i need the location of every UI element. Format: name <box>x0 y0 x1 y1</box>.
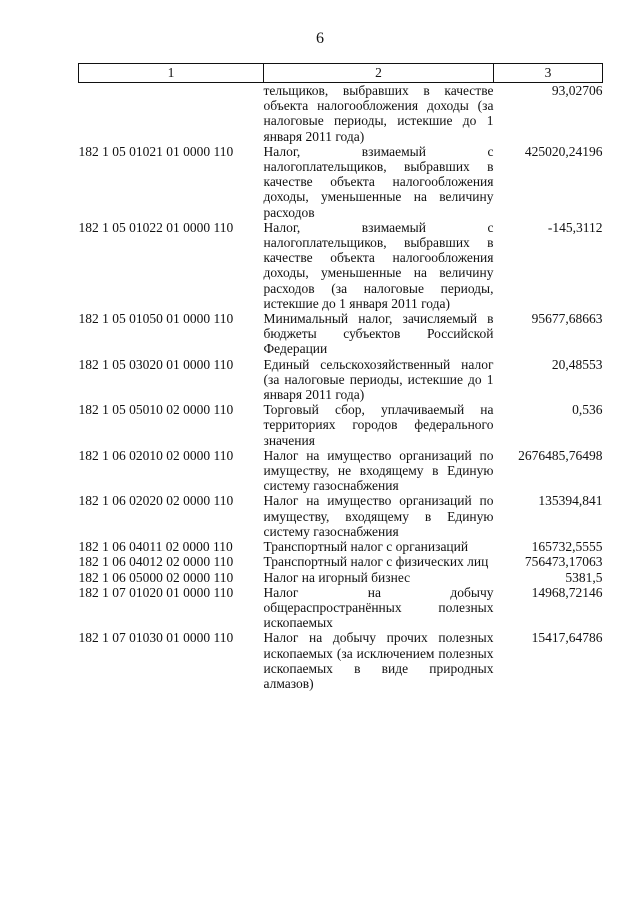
code-cell <box>79 83 264 144</box>
table-row <box>79 570 603 585</box>
code-cell: 182 1 05 03020 01 0000 110 <box>78 356 234 372</box>
table-header-row <box>79 64 603 83</box>
name-cell: Единый сельскохозяйственный налог (за налоговые периоды, истекшие до 1 января 2011 года) <box>263 356 494 403</box>
amount-cell: 14968,72146 <box>531 584 603 600</box>
column-header-1: 1 <box>79 64 264 83</box>
amount-cell: 165732,5555 <box>531 539 603 555</box>
amount-cell: 95677,68663 <box>531 311 603 327</box>
table-row <box>79 448 603 494</box>
table-row <box>79 585 603 631</box>
table-row <box>79 311 603 357</box>
amount-cell: 135394,841 <box>538 493 603 509</box>
name-cell: Налог на имущество организаций по имуществу, входящему в Единую систему газоснабжения <box>263 493 494 539</box>
code-cell: 182 1 06 05000 02 0000 110 <box>78 569 234 585</box>
amount-cell: 425020,24196 <box>524 143 603 159</box>
name-cell: тельщиков, выбравших в качестве объекта налогообложения доходы (за налоговые периоды, истекшие до 1 января 2011 года) <box>263 83 494 144</box>
amount-cell: 2676485,76498 <box>518 447 603 463</box>
code-cell: 182 1 07 01030 01 0000 110 <box>78 630 234 646</box>
amount-cell: 93,02706 <box>551 83 603 98</box>
name-cell: Транспортный налог с физических лиц <box>263 554 489 570</box>
name-cell: Торговый сбор, уплачиваемый на территориях городов федерального значения <box>263 402 494 448</box>
code-cell: 182 1 06 04011 02 0000 110 <box>78 539 233 555</box>
name-cell: Налог, взимаемый с налогоплательщиков, выбравших в качестве объекта налогообложения доходы, уменьшенные на величину расходов (за налоговые периоды, истекшие до 1 января 2011 года) <box>263 219 494 311</box>
table-row <box>79 144 603 220</box>
code-cell: 182 1 06 02020 02 0000 110 <box>78 493 234 509</box>
name-cell: Налог на игорный бизнес <box>263 569 411 585</box>
table-row <box>79 357 603 403</box>
table-row <box>79 630 603 691</box>
table-row <box>79 83 603 144</box>
code-cell: 182 1 06 02010 02 0000 110 <box>78 447 234 463</box>
name-cell: Налог на добычу общераспространённых полезных ископаемых <box>263 584 494 631</box>
page-number: 6 <box>316 30 324 47</box>
table-row <box>79 402 603 448</box>
table-row <box>79 539 603 554</box>
code-cell: 182 1 05 05010 02 0000 110 <box>78 402 234 418</box>
code-cell: 182 1 05 01021 01 0000 110 <box>78 143 234 159</box>
amount-cell: 15417,64786 <box>531 630 603 646</box>
code-cell: 182 1 05 01022 01 0000 110 <box>78 219 234 235</box>
budget-table <box>78 63 603 691</box>
name-cell: Транспортный налог с организаций <box>263 539 469 555</box>
amount-cell: -145,3112 <box>547 219 603 235</box>
code-cell: 182 1 06 04012 02 0000 110 <box>78 554 234 570</box>
amount-cell: 5381,5 <box>565 569 603 585</box>
name-cell: Минимальный налог, зачисляемый в бюджеты субъектов Российской Федерации <box>263 311 494 357</box>
code-cell: 182 1 07 01020 01 0000 110 <box>78 584 234 600</box>
name-cell: Налог на добычу прочих полезных ископаемых (за исключением полезных ископаемых в виде природных алмазов) <box>263 630 494 691</box>
amount-cell: 0,536 <box>572 402 603 418</box>
table-row <box>79 554 603 569</box>
column-header-3: 3 <box>494 64 603 83</box>
name-cell: Налог на имущество организаций по имуществу, не входящему в Единую систему газоснабжения <box>263 447 494 494</box>
amount-cell: 20,48553 <box>551 356 603 372</box>
amount-cell: 756473,17063 <box>524 554 603 570</box>
name-cell: Налог, взимаемый с налогоплательщиков, выбравших в качестве объекта налогообложения доходы, уменьшенные на величину расходов <box>263 143 494 220</box>
code-cell: 182 1 05 01050 01 0000 110 <box>78 311 234 327</box>
table-row <box>79 220 603 311</box>
table-row <box>79 493 603 539</box>
column-header-2: 2 <box>264 64 494 83</box>
